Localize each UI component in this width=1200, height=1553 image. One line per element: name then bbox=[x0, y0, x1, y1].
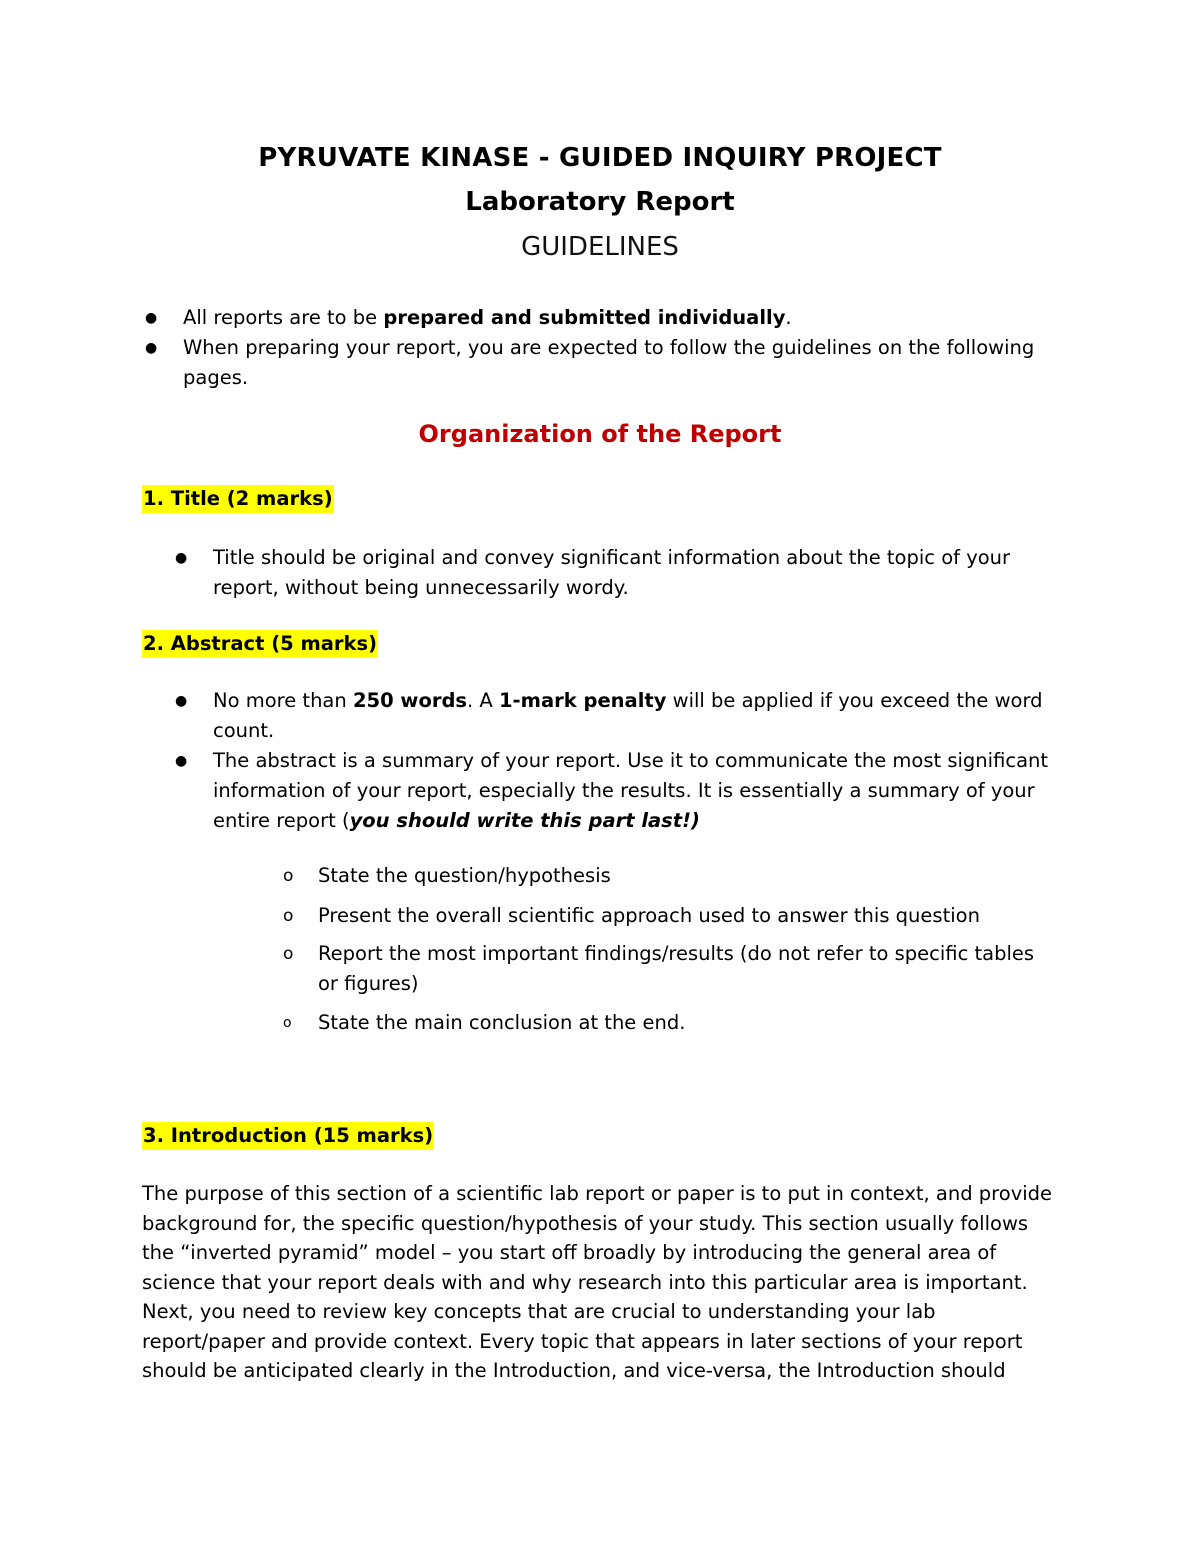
section-3-heading: 3. Introduction (15 marks) bbox=[142, 1122, 434, 1150]
sub-list-item: o State the question/hypothesis bbox=[318, 861, 1098, 891]
introduction-paragraph: The purpose of this section of a scientific lab report or paper is to put in context, and provide background for, the specific question/hypothesis of your study. This section usually follows the “inverted pyramid” model – you start off broadly by introducing the general area of science that your report deals with and why research into this particular area is important. Next, you need to review key concepts that are crucial to understanding your lab report/paper and provide context. Every topic that appears in later sections of your report should be anticipated clearly in the Introduction, and vice-versa, the Introduction should bbox=[142, 1182, 1053, 1382]
document-guidelines-label: GUIDELINES bbox=[521, 232, 679, 262]
document-subtitle: Laboratory Report bbox=[465, 187, 735, 217]
bullet-icon: ● bbox=[145, 340, 158, 356]
section-2-bullet-list bbox=[175, 686, 1093, 836]
section-2-heading: 2. Abstract (5 marks) bbox=[142, 630, 378, 658]
organization-heading: Organization of the Report bbox=[418, 420, 782, 448]
section-2-bullet-1: ● No more than 250 words. A 1-mark penalty will be applied if you exceed the word count. bbox=[213, 686, 1093, 746]
section-2-bullet-2: ● The abstract is a summary of your report. Use it to communicate the most significant information of your report, especially the results. It is essentially a summary of your entire report (you should write this part last!) bbox=[213, 746, 1093, 836]
intro-bullet-list bbox=[145, 303, 1083, 393]
bullet-icon: ● bbox=[175, 693, 188, 709]
section-1-bullet-list bbox=[175, 543, 1093, 603]
bullet-icon: ● bbox=[175, 753, 188, 769]
section-1-heading: 1. Title (2 marks) bbox=[142, 485, 334, 513]
intro-bullet-2: ● When preparing your report, you are expected to follow the guidelines on the following pages. bbox=[183, 333, 1083, 393]
bold-phrase: prepared and submitted individually bbox=[383, 306, 786, 329]
intro-bullet-1: ● All reports are to be prepared and submitted individually. bbox=[183, 303, 1083, 333]
circle-bullet-icon: o bbox=[283, 866, 294, 886]
circle-bullet-icon: o bbox=[283, 1015, 292, 1031]
emphasis-phrase: you should write this part last!) bbox=[349, 809, 700, 832]
abstract-sub-list bbox=[283, 861, 1098, 1038]
sub-list-item: o State the main conclusion at the end. bbox=[318, 1008, 1098, 1038]
section-1-bullet: ● Title should be original and convey significant information about the topic of your report, without being unnecessarily wordy. bbox=[213, 543, 1093, 603]
sub-list-item: o Present the overall scientific approach used to answer this question bbox=[318, 901, 1098, 931]
circle-bullet-icon: o bbox=[283, 906, 294, 926]
document-title: PYRUVATE KINASE - GUIDED INQUIRY PROJECT bbox=[258, 143, 942, 173]
bullet-icon: ● bbox=[145, 310, 158, 326]
sub-list-item: o Report the most important findings/results (do not refer to specific tables or figures) bbox=[318, 939, 1098, 999]
bullet-icon: ● bbox=[175, 550, 188, 566]
circle-bullet-icon: o bbox=[283, 944, 294, 964]
